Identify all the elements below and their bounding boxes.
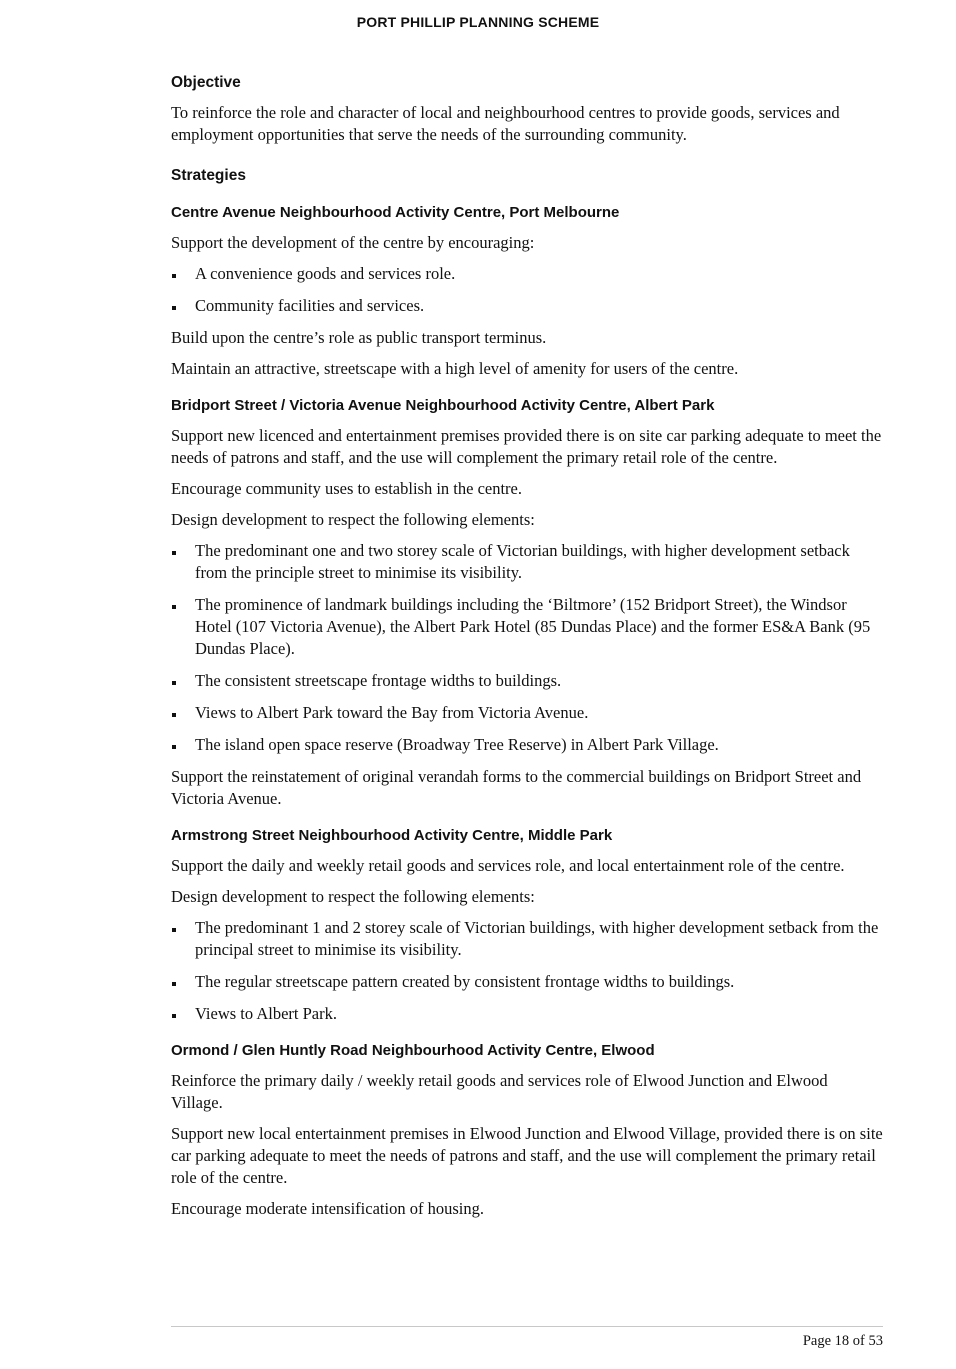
paragraph: Encourage community uses to establish in the centre. [171,479,522,498]
paragraph: Support new licenced and entertainment premises provided there is on site car parking adequate to meet the needs of patrons and staff, and the use will complement the primary retail role of the centre. [171,426,882,467]
list-item: The predominant 1 and 2 storey scale of Victorian buildings, with higher development setback from the principal street to minimise its visibility. [171,917,883,961]
paragraph: Encourage moderate intensification of housing. [171,1199,484,1218]
bullet-list [171,540,883,756]
section-ormond [171,1041,883,1220]
list-item: The prominence of landmark buildings including the ‘Biltmore’ (152 Bridport Street), the Windsor Hotel (107 Victoria Avenue), the Albert Park Hotel (85 Dundas Place) and the former ES&A Bank (95 Dundas Place). [171,594,883,660]
paragraph: Support new local entertainment premises in Elwood Junction and Elwood Village, provided there is on site car parking adequate to meet the needs of patrons and staff, and the use will complement the primary retail role of the centre. [171,1124,883,1187]
paragraph: Build upon the centre’s role as public transport terminus. [171,328,547,347]
list-item: Views to Albert Park. [171,1003,883,1025]
section-heading: Ormond / Glen Huntly Road Neighbourhood Activity Centre, Elwood [171,1042,655,1059]
paragraph: Design development to respect the following elements: [171,887,535,906]
bullet-list [171,263,883,317]
strategies-heading: Strategies [171,167,246,184]
paragraph: Maintain an attractive, streetscape with a high level of amenity for users of the centre. [171,359,739,378]
objective-text: To reinforce the role and character of local and neighbourhood centres to provide goods, services and employment opportunities that serve the needs of the surrounding community. [171,103,840,144]
page-content [171,73,883,1229]
paragraph: Support the development of the centre by encouraging: [171,233,535,252]
paragraph: Support the reinstatement of original verandah forms to the commercial buildings on Bridport Street and Victoria Avenue. [171,767,862,808]
paragraph: Design development to respect the following elements: [171,510,535,529]
list-item: The regular streetscape pattern created by consistent frontage widths to buildings. [171,971,883,993]
section-bridport [171,396,883,810]
list-item: A convenience goods and services role. [171,263,883,285]
paragraph: Support the daily and weekly retail goods and services role, and local entertainment role of the centre. [171,856,845,875]
list-item: The consistent streetscape frontage widths to buildings. [171,670,883,692]
list-item: Community facilities and services. [171,295,883,317]
list-item: The island open space reserve (Broadway Tree Reserve) in Albert Park Village. [171,734,883,756]
page-number: Page 18 of 53 [802,1333,883,1349]
section-armstrong [171,826,883,1025]
section-centre-avenue [171,203,883,380]
section-heading: Centre Avenue Neighbourhood Activity Centre, Port Melbourne [171,204,620,221]
objective-heading: Objective [171,74,241,91]
bullet-list [171,917,883,1025]
list-item: Views to Albert Park toward the Bay from Victoria Avenue. [171,702,883,724]
section-heading: Armstrong Street Neighbourhood Activity Centre, Middle Park [171,827,613,844]
paragraph: Reinforce the primary daily / weekly retail goods and services role of Elwood Junction and Elwood Village. [171,1071,828,1112]
section-heading: Bridport Street / Victoria Avenue Neighbourhood Activity Centre, Albert Park [171,397,715,414]
footer-divider [171,1326,883,1327]
page-header: PORT PHILLIP PLANNING SCHEME [356,14,600,30]
list-item: The predominant one and two storey scale of Victorian buildings, with higher development setback from the principle street to minimise its visibility. [171,540,883,584]
